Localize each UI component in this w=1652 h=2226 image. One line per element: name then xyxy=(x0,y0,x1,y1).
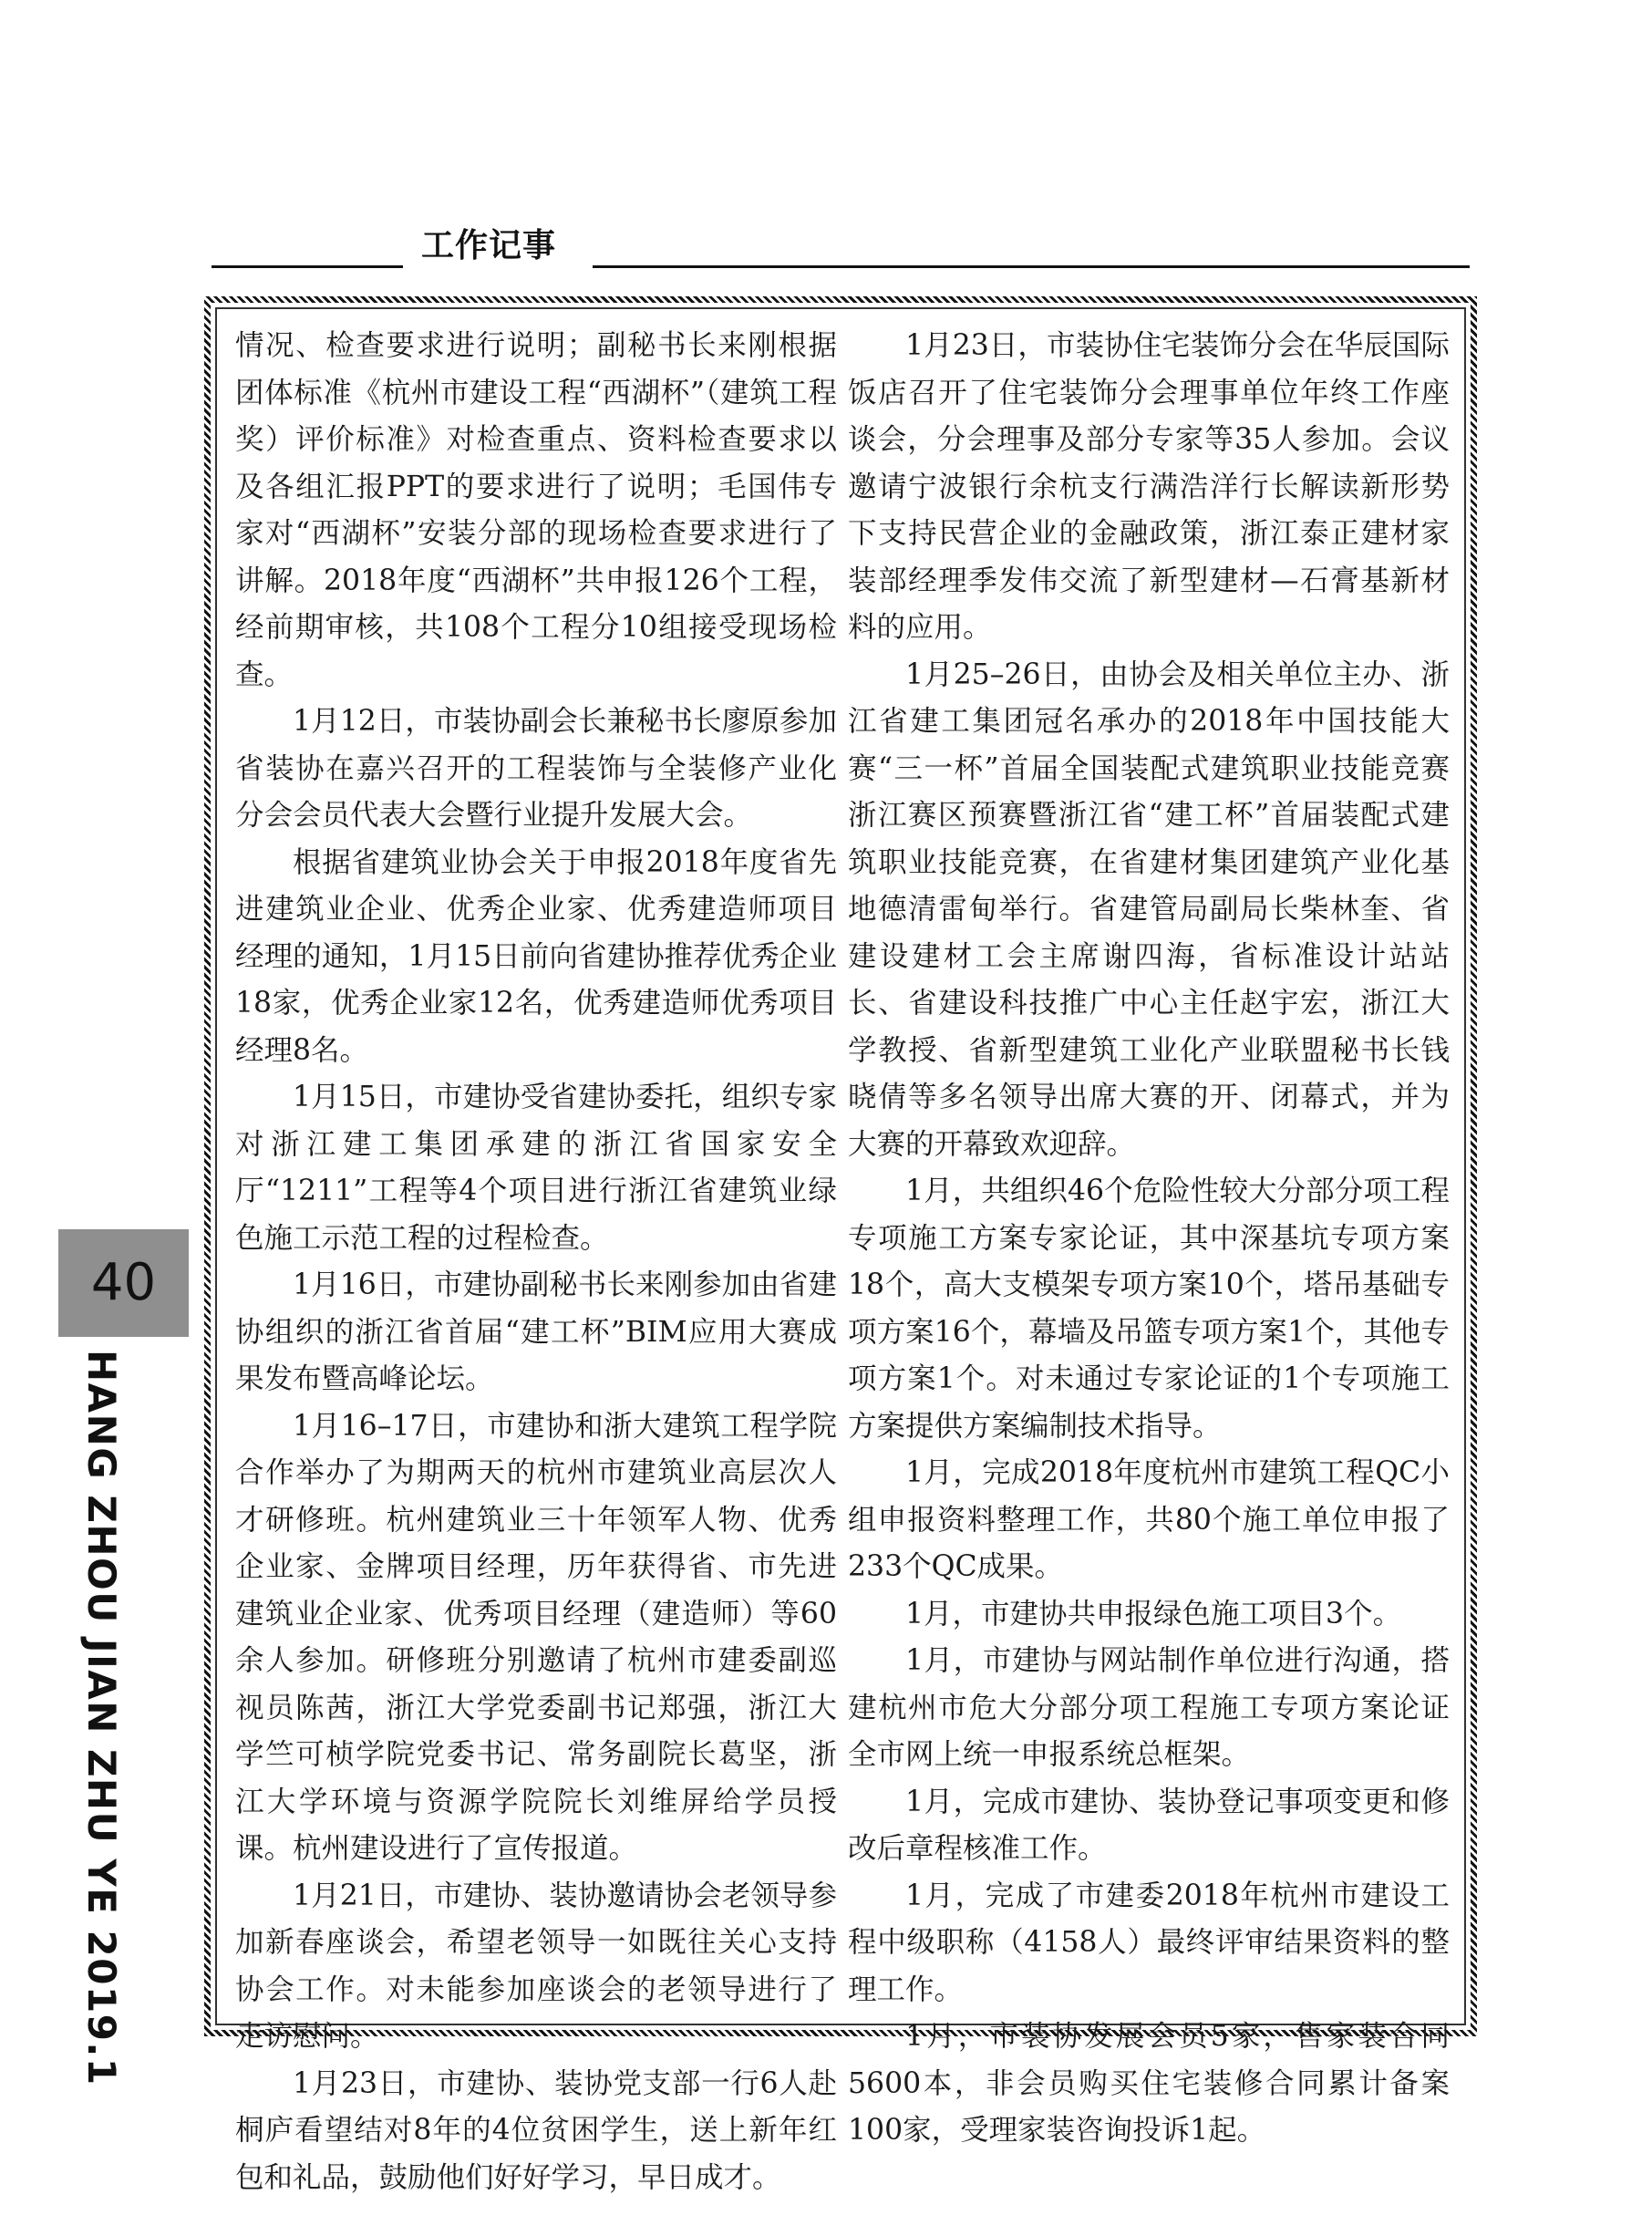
paragraph: 1月16–17日，市建协和浙大建筑工程学院合作举办了为期两天的杭州市建筑业高层次人才研修班。杭州建筑业三十年领军人物、优秀企业家、金牌项目经理，历年获得省、市先进建筑业企业家、优秀项目经理（建造师）等60余人参加。研修班分别邀请了杭州市建委副巡视员陈茜，浙江大学党委副书记郑强，浙江大学竺可桢学院党委书记、常务副院长葛坚，浙江大学环境与资源学院院长刘维屏给学员授课。杭州建设进行了宣传报道。 xyxy=(235,1409,837,1865)
paragraph: 1月15日，市建协受省建协委托，组织专家对浙江建工集团承建的浙江省国家安全厅“1211”工程等4个项目进行浙江省建筑业绿色施工示范工程的过程检查。 xyxy=(235,1081,837,1255)
paragraph: 1月，完成市建协、装协登记事项变更和修改后章程核准工作。 xyxy=(848,1785,1450,1865)
paragraph: 1月，市建协与网站制作单位进行沟通，搭建杭州市危大分部分项工程施工专项方案论证全市网上统一申报系统总框架。 xyxy=(848,1644,1450,1771)
paragraph: 1月12日，市装协副会长兼秘书长廖原参加省装协在嘉兴召开的工程装饰与全装修产业化分会会员代表大会暨行业提升发展大会。 xyxy=(235,705,837,832)
page-number: 40 xyxy=(90,1253,157,1312)
paragraph: 1月，市装协发展会员5家，售家装合同5600本，非会员购买住宅装修合同累计备案100家，受理家装咨询投诉1起。 xyxy=(848,2020,1450,2147)
header-rule-right xyxy=(593,265,1470,268)
journal-label: HANG ZHOU JIAN ZHU YE 2019.1 xyxy=(79,1350,124,2086)
paragraph: 1月23日，市建协、装协党支部一行6人赴桐庐看望结对8年的4位贫困学生，送上新年红包和礼品，鼓励他们好好学习，早日成才。 xyxy=(235,2066,837,2194)
paragraph: 1月23日，市装协住宅装饰分会在华辰国际饭店召开了住宅装饰分会理事单位年终工作座谈会，分会理事及部分专家等35人参加。会议邀请宁波银行余杭支行满浩洋行长解读新形势下支持民营企业的金融政策，浙江泰正建材家装部经理季发伟交流了新型建材—石膏基新材料的应用。 xyxy=(848,329,1450,644)
section-title: 工作记事 xyxy=(421,227,557,264)
paragraph: 1月25–26日，由协会及相关单位主办、浙江省建工集团冠名承办的2018年中国技能大赛“三一杯”首届全国装配式建筑职业技能竞赛浙江赛区预赛暨浙江省“建工杯”首届装配式建筑职业技能竞赛，在省建材集团建筑产业化基地德清雷甸举行。省建管局副局长柴林奎、省建设建材工会主席谢四海，省标准设计站站长、省建设科技推广中心主任赵宇宏，浙江大学教授、省新型建筑工业化产业联盟秘书长钱晓倩等多名领导出席大赛的开、闭幕式，并为大赛的开幕致欢迎辞。 xyxy=(848,657,1450,1161)
paragraph: 1月16日，市建协副秘书长来刚参加由省建协组织的浙江省首届“建工杯”BIM应用大赛成果发布暨高峰论坛。 xyxy=(235,1268,837,1395)
paragraph: 情况、检查要求进行说明；副秘书长来刚根据团体标准《杭州市建设工程“西湖杯”（建筑工程奖）评价标准》对检查重点、资料检查要求以及各组汇报PPT的要求进行了说明；毛国伟专家对“西湖杯”安装分部的现场检查要求进行了讲解。2018年度“西湖杯”共申报126个工程，经前期审核，共108个工程分10组接受现场检查。 xyxy=(235,329,837,691)
paragraph: 1月，完成了市建委2018年杭州市建设工程中级职称（4158人）最终评审结果资料的整理工作。 xyxy=(848,1879,1450,2006)
right-column xyxy=(848,323,1450,2147)
header-rule-left xyxy=(212,265,403,268)
paragraph: 根据省建筑业协会关于申报2018年度省先进建筑业企业、优秀企业家、优秀建造师项目经理的通知，1月15日前向省建协推荐优秀企业18家，优秀企业家12名，优秀建造师优秀项目经理8名。 xyxy=(235,845,837,1067)
paragraph: 1月21日，市建协、装协邀请协会老领导参加新春座谈会，希望老领导一如既往关心支持协会工作。对未能参加座谈会的老领导进行了走访慰问。 xyxy=(235,1879,837,2053)
left-column xyxy=(235,323,837,2194)
paragraph: 1月，完成2018年度杭州市建筑工程QC小组申报资料整理工作，共80个施工单位申报了233个QC成果。 xyxy=(848,1456,1450,1583)
paragraph: 1月，市建协共申报绿色施工项目3个。 xyxy=(905,1597,1402,1631)
paragraph: 1月，共组织46个危险性较大分部分项工程专项施工方案专家论证，其中深基坑专项方案18个，高大支模架专项方案10个，塔吊基础专项方案16个，幕墙及吊篮专项方案1个，其他专项方案1个。对未通过专家论证的1个专项施工方案提供方案编制技术指导。 xyxy=(848,1175,1450,1443)
